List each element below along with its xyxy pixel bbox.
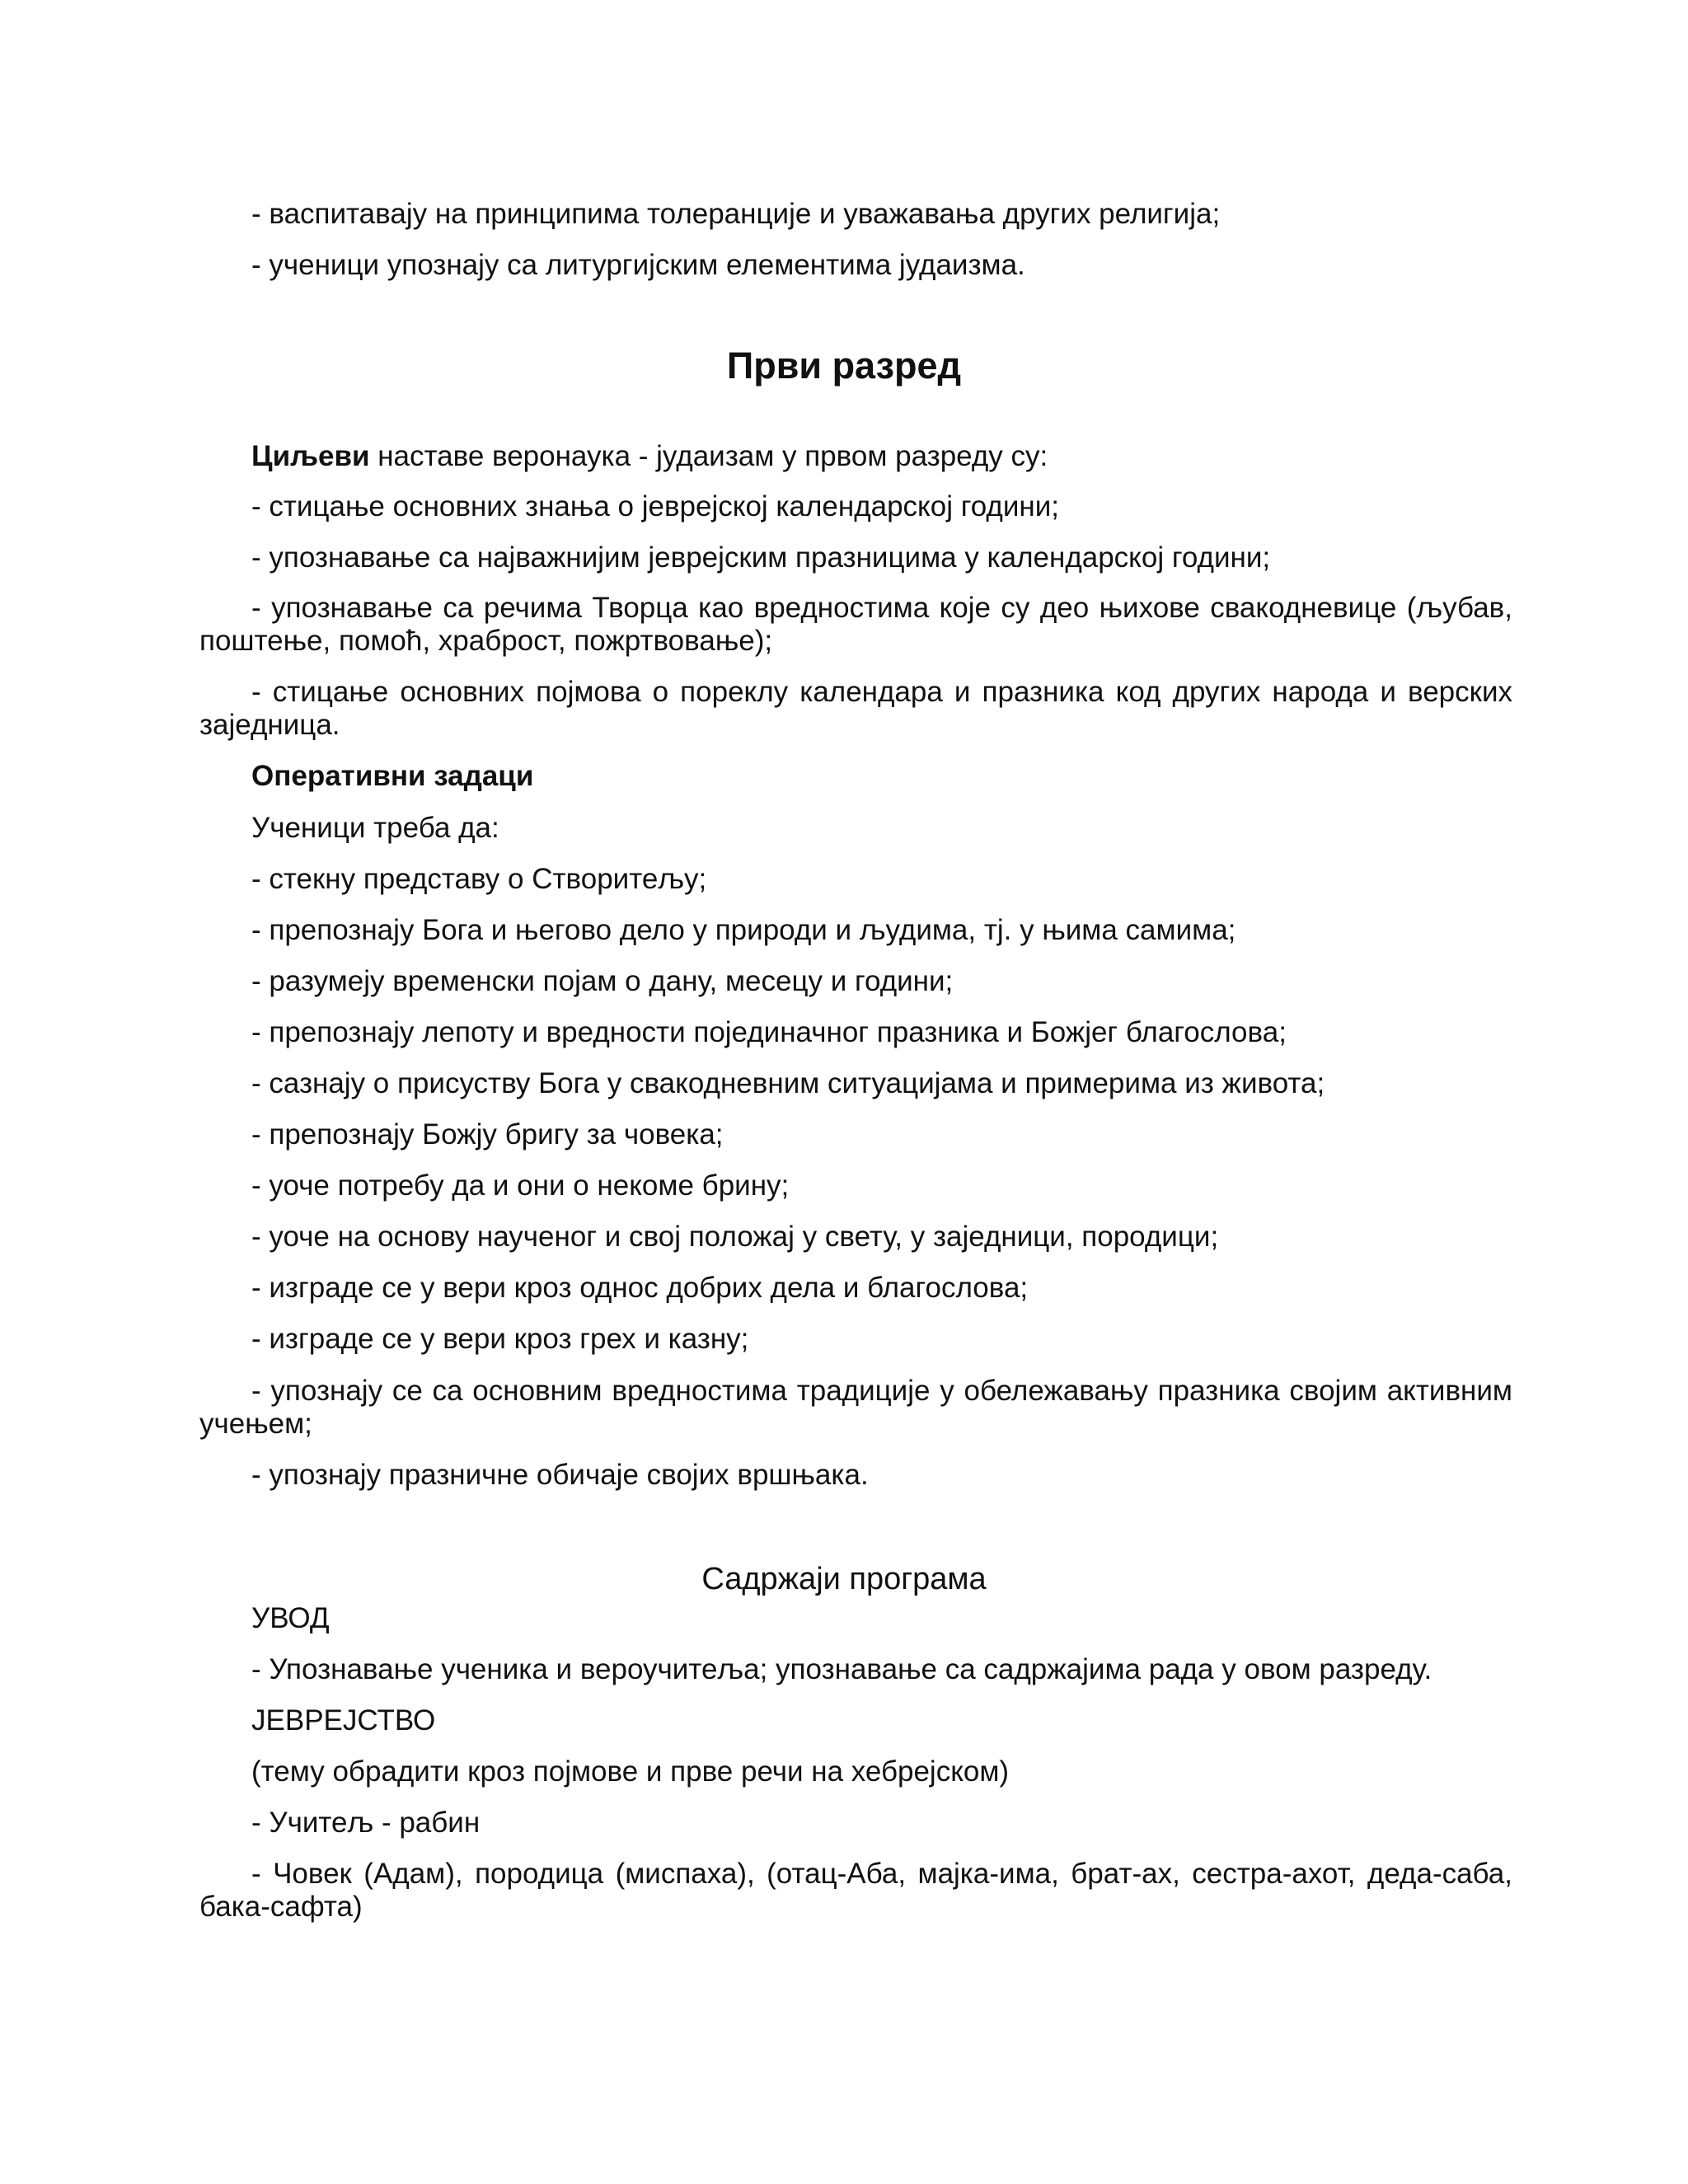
task-item: - стекну представу о Створитељу; <box>251 863 707 895</box>
goals-intro-text: наставе веронаука - јудаизам у првом разреду су: <box>369 440 1048 472</box>
task-item: - уоче потребу да и они о некоме брину; <box>251 1169 790 1202</box>
judaism-item: - Учитељ - рабин <box>251 1807 481 1839</box>
program-title: Садржаји програма <box>701 1562 987 1596</box>
task-item: - изграде се у вери кроз однос добрих дела и благослова; <box>251 1272 1029 1304</box>
task-item: - разумеју временски појам о дану, месецу и години; <box>251 965 954 997</box>
task-item: - уоче на основу наученог и свој положај у свету, у заједници, породици; <box>251 1221 1219 1253</box>
task-item: - препознају Божју бригу за човека; <box>251 1118 724 1151</box>
tasks-heading: Оперативни задаци <box>251 760 534 792</box>
tasks-intro: Ученици треба да: <box>251 812 499 844</box>
judaism-item: - Човек (Адам), породица (миспаха), (отац-Аба, мајка-има, брат-ах, сестра-ахот, деда-саба, бака-сафта) <box>199 1858 1512 1923</box>
intro-heading: УВОД <box>251 1602 330 1634</box>
goals-intro <box>251 438 1048 475</box>
judaism-heading: ЈЕВРЕЈСТВО <box>251 1704 436 1736</box>
task-item: - упознају празничне обичаје својих вршњака. <box>251 1459 869 1491</box>
task-item: - изграде се у вери кроз грех и казну; <box>251 1323 749 1355</box>
task-item: - упознају се са основним вредностима традиције у обележавању празника својим активним учењем; <box>199 1375 1512 1440</box>
intro-item-2: - ученици упознају са литургијским елементима јудаизма. <box>251 249 1025 281</box>
task-item: - препознају Бога и његово дело у природи и људима, тј. у њима самима; <box>251 914 1236 946</box>
goal-item: - упознавање са речима Творца као вредностима које су део њихове свакодневице (љубав, поштење, помоћ, храброст, пожртвовање); <box>199 592 1512 657</box>
judaism-note: (тему обрадити кроз појмове и прве речи на хебрејском) <box>251 1755 1010 1788</box>
goal-item: - упознавање са најважнијим јеврејским празницима у календарској години; <box>251 541 1271 574</box>
goal-item: - стицање основних знања о јеврејској календарској години; <box>251 490 1059 523</box>
task-item: - сазнају о присуству Бога у свакодневним ситуацијама и примерима из живота; <box>251 1067 1325 1099</box>
goals-label: Циљеви <box>251 440 370 472</box>
task-item: - препознају лепоту и вредности појединачног празника и Божјег благослова; <box>251 1016 1287 1048</box>
intro-item: - Упознавање ученика и вероучитеља; упознавање са садржајима рада у овом разреду. <box>251 1653 1432 1685</box>
intro-item-1: - васпитавају на принципима толеранције и уважавања других религија; <box>251 198 1221 230</box>
section-title: Први разред <box>726 344 962 387</box>
goal-item: - стицање основних појмова о пореклу календара и празника код других народа и верских заједница. <box>199 676 1512 741</box>
